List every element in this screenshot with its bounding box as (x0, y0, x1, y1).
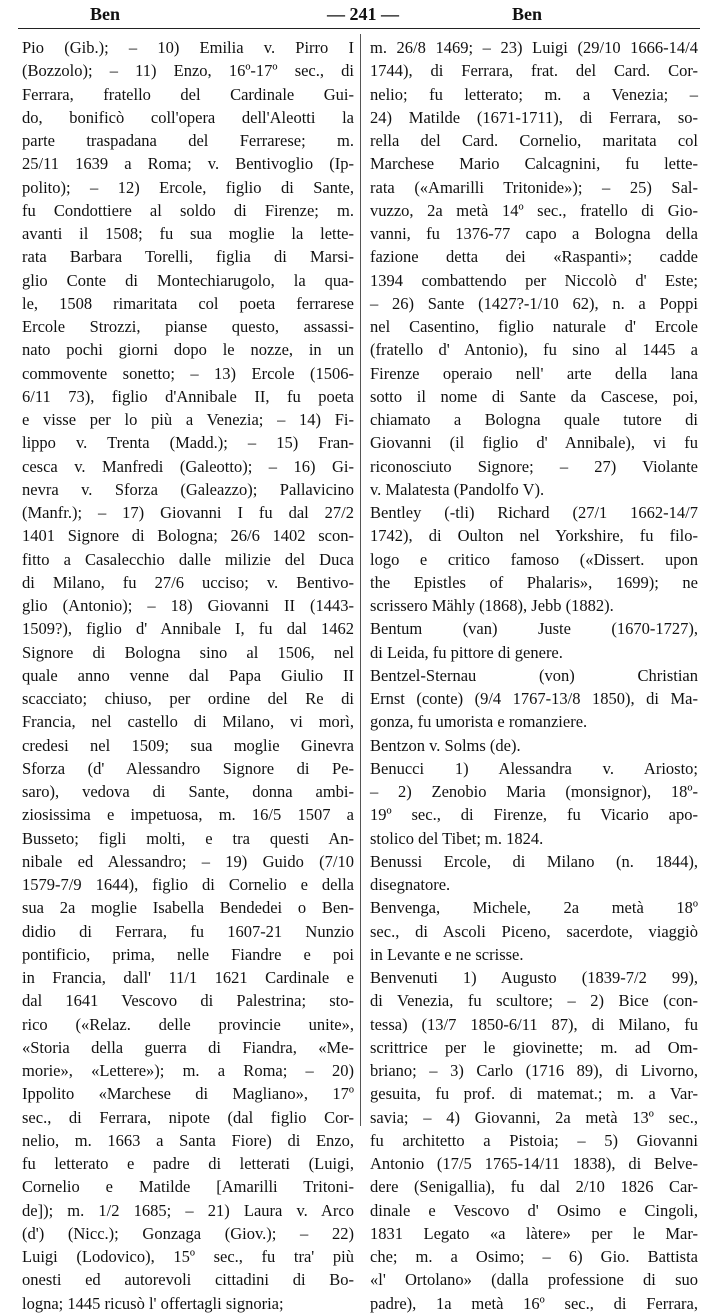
text-line: Bentum (van) Juste (1670-1727), (370, 619, 698, 639)
text-line: fu architetto a Pistoia; – 5) Giovanni (370, 1130, 698, 1150)
text-line: Ippolito «Marchese di Magliano», 17º (22, 1084, 354, 1104)
text-line: nato pochi giorni dopo le nozze, in un (22, 340, 354, 360)
text-line: – 26) Sante (1427?-1/10 62), n. a Poppi (370, 293, 698, 313)
text-line: nibale ed Alessandro; – 19) Guido (7/10 (22, 851, 354, 871)
text-line: quale anno venne dal Papa Giulio II (22, 665, 354, 685)
text-line: sotto il nome di Sante da Cascese, poi, (370, 386, 698, 406)
text-line: Benvenga, Michele, 2a metà 18º (370, 898, 698, 918)
text-line: 1509?), figlio d' Annibale I, fu dal 1462 (22, 619, 354, 639)
text-line: 6/11 73), figlio d'Annibale II, fu poeta (22, 386, 354, 406)
text-line: Busseto; figli molti, e tra questi An- (22, 828, 354, 848)
text-line: che; m. a Osimo; – 6) Gio. Battista (370, 1247, 698, 1266)
text-line: Luigi (Lodovico), 15º sec., fu tra' più (22, 1247, 354, 1266)
text-line: le, 1508 rimaritata col poeta ferrarese (22, 293, 354, 313)
text-line: Bentley (-tli) Richard (27/1 1662-14/7 (370, 503, 698, 522)
text-line: Sforza (d' Alessandro Signore di Pe- (22, 758, 354, 778)
text-line: gonza, fu umorista e romanziere. (370, 712, 588, 732)
text-line: padre), 1a metà 16º sec., di Ferrara, (370, 1293, 698, 1313)
text-line: chiamato a Bologna quale tutore di (370, 410, 698, 429)
text-line: avanti il 1508; fu sua moglie la lette- (22, 224, 354, 243)
text-line: scrissero Mähly (1868), Jebb (1882). (370, 596, 614, 615)
text-line: Benussi Ercole, di Milano (n. 1844), (370, 851, 698, 871)
text-line: scrittrice per le giovinette; m. ad Om- (370, 1037, 698, 1057)
text-line: (Bozzolo); – 11) Enzo, 16º-17º sec., di (22, 61, 354, 81)
text-line: 1579-7/9 1644), figlio di Cornelio e della (22, 875, 354, 894)
text-line: Benvenuti 1) Augusto (1839-7/2 99), (370, 968, 698, 987)
text-line: fu letterato e padre di letterati (Luigi, (22, 1154, 354, 1173)
text-line: saro), vedova di Sante, donna ambi- (22, 782, 354, 801)
text-line: polito); – 12) Ercole, figlio di Sante, (22, 177, 354, 197)
text-line: riconosciuto Signore; – 27) Violante (370, 456, 698, 476)
text-line: vuzzo, 2a metà 14º sec., fratello di Gio- (370, 200, 698, 220)
running-head-right-word: Ben (512, 4, 543, 24)
text-line: Signore di Bologna sino al 1506, nel (22, 642, 354, 662)
text-line: fu Condottiere al soldo di Firenze; m. (22, 200, 354, 220)
text-line: nelio; fu letterato; m. a Venezia; – (370, 84, 698, 104)
text-line: onesti ed autorevoli cittadini di Bo- (22, 1270, 354, 1290)
column-divider (360, 34, 361, 1126)
text-line: scacciato; chiuso, per ordine del Re di (22, 689, 354, 708)
running-head-left-word: Ben (90, 4, 121, 24)
text-line: Cornelio e Matilde [Amarilli Tritoni- (22, 1177, 354, 1197)
text-line: sua 2a moglie Isabella Bendedei o Ben- (22, 898, 354, 918)
text-line: tessa) (13/7 1850-6/11 87), di Milano, fu (370, 1014, 698, 1034)
text-line: de]); m. 1/2 1685; – 21) Laura v. Arco (22, 1200, 354, 1220)
text-line: sec., di Ascoli Piceno, sacerdote, viaggiò (370, 921, 698, 941)
text-line: 1744), di Ferrara, frat. del Card. Cor- (370, 61, 698, 81)
text-line: glio (Antonio); – 18) Giovanni II (1443- (22, 596, 354, 615)
text-line: do, bonificò coll'opera dell'Aleotti la (22, 107, 354, 127)
text-line: 25/11 1639 a Roma; v. Bentivoglio (Ip- (22, 154, 354, 174)
text-line: the Epistles of Phalaris», 1699); ne (370, 572, 698, 592)
running-head (0, 2, 718, 28)
text-line: stolico del Tibet; m. 1824. (370, 828, 544, 848)
text-line: Ernst (conte) (9/4 1767-13/8 1850), di Ma- (370, 689, 698, 708)
text-line: 24) Matilde (1671-1711), di Ferrara, so- (370, 107, 698, 127)
text-line: Ferrara, fratello del Cardinale Gui- (22, 84, 354, 104)
text-line: 19º sec., di Firenze, fu Vicario apo- (370, 805, 698, 825)
text-line: di Milano, fu 27/6 ucciso; v. Bentivo- (22, 572, 354, 592)
text-line: nevra v. Sforza (Galeazzo); Pallavicino (22, 479, 354, 499)
text-line: logo e critico famoso («Dissert. upon (370, 549, 698, 569)
text-line: 1742), di Oulton nel Yorkshire, fu filo- (370, 526, 698, 546)
text-line: «Storia della guerra di Fiandra, «Me- (22, 1037, 354, 1057)
text-line: Pio (Gib.); – 10) Emilia v. Pirro I (22, 38, 354, 57)
text-line: 1401 Signore di Bologna; 26/6 1402 scon- (22, 526, 354, 546)
text-line: pontificio, prima, nelle Fiandre e poi (22, 944, 354, 964)
text-line: briano; – 3) Carlo (1716 89), di Livorno, (370, 1061, 698, 1080)
text-line: ziosissima e impetuosa, m. 16/5 1507 a (22, 805, 354, 825)
text-line: (Manfr.); – 17) Giovanni I fu dal 27/2 (22, 503, 354, 522)
text-line: morie», «Lettere»); m. a Roma; – 20) (22, 1061, 354, 1080)
text-line: disegnatore. (370, 875, 451, 894)
right-column (370, 36, 698, 1315)
left-column (22, 36, 354, 1315)
text-line: nelio, m. 1663 a Santa Fiore) di Enzo, (22, 1130, 354, 1150)
text-line: Francia, nel castello di Milano, vi morì, (22, 712, 354, 732)
text-line: parte traspadana del Ferrarese; m. (22, 131, 354, 150)
text-line: vanni, fu 1376-77 capo a Bologna della (370, 224, 698, 243)
text-line: m. 26/8 1469; – 23) Luigi (29/10 1666-14/4 (370, 38, 698, 57)
text-line: commovente sonetto; – 13) Ercole (1506- (22, 363, 354, 383)
text-line: dere (Senigallia), fu dal 2/10 1826 Car- (370, 1177, 698, 1197)
text-line: – 2) Zenobio Maria (monsignor), 18º- (370, 782, 698, 801)
text-line: 1831 Legato «a làtere» per le Mar- (370, 1223, 698, 1243)
text-line: gesuita, fu prof. di matemat.; m. a Var- (370, 1084, 698, 1104)
text-line: Marchese Mario Calcagnini, fu lette- (370, 154, 698, 174)
text-line: Ercole Strozzi, pianse questo, assassi- (22, 317, 354, 336)
text-line: in Francia, dall' 11/1 1621 Cardinale e (22, 968, 354, 987)
text-line: (d') (Nicc.); Gonzaga (Giov.); – 22) (22, 1223, 354, 1243)
text-line: rella del Card. Cornelio, maritata col (370, 131, 698, 150)
text-line: dal 1641 Vescovo di Palestrina; sto- (22, 991, 354, 1011)
text-line: rico («Relaz. delle provincie unite», (22, 1014, 354, 1034)
text-line: nel Casentino, figlio naturale d' Ercole (370, 317, 698, 336)
text-line: cesca v. Manfredi (Galeotto); – 16) Gi- (22, 456, 354, 476)
text-line: 1394 combattendo per Niccolò d' Este; (370, 270, 698, 290)
text-line: logna; 1445 ricusò l' offertagli signoria; (22, 1293, 284, 1313)
text-line: Giovanni (il figlio d' Annibale), vi fu (370, 433, 698, 453)
text-line: di Leida, fu pittore di genere. (370, 642, 563, 662)
text-line: in Levante e ne scrisse. (370, 944, 524, 964)
text-line: v. Malatesta (Pandolfo V). (370, 479, 545, 499)
text-line: Antonio (17/5 1765-14/11 1838), di Belve- (370, 1154, 698, 1173)
text-line: lippo v. Trenta (Madd.); – 15) Fran- (22, 433, 354, 453)
text-line: «l' Ortolano» (dalla professione di suo (370, 1270, 698, 1290)
text-line: credesi nel 1509; sua moglie Ginevra (22, 735, 354, 755)
page-number: — 241 — (327, 4, 399, 24)
text-line: savia; – 4) Giovanni, 2a metà 13º sec., (370, 1107, 698, 1127)
text-line: Benucci 1) Alessandra v. Ariosto; (370, 758, 698, 778)
text-line: e visse per lo più a Venezia; – 14) Fi- (22, 410, 354, 429)
text-line: sec., di Ferrara, nipote (dal figlio Cor- (22, 1107, 354, 1127)
text-line: Bentzon v. Solms (de). (370, 735, 521, 755)
text-line: Firenze operaio nell' arte della lana (370, 363, 698, 383)
text-line: didio di Ferrara, fu 1607-21 Nunzio (22, 921, 354, 941)
text-line: glio Conte di Montechiarugolo, la qua- (22, 270, 354, 290)
text-line: fazione detta dei «Raspanti»; cadde (370, 247, 698, 267)
header-rule (18, 28, 700, 29)
text-line: (fratello d' Antonio), fu sino al 1445 a (370, 340, 698, 360)
text-line: fitto a Casalecchio dalle milizie del Duca (22, 549, 354, 569)
text-line: Bentzel-Sternau (von) Christian (370, 665, 698, 685)
text-line: di Venezia, fu scultore; – 2) Bice (con- (370, 991, 698, 1011)
text-line: rata («Amarilli Tritonide»); – 25) Sal- (370, 177, 698, 197)
text-line: dinale e Vescovo d' Osimo e Cingoli, (370, 1200, 698, 1220)
text-line: rata Barbara Torelli, figlia di Marsi- (22, 247, 354, 267)
